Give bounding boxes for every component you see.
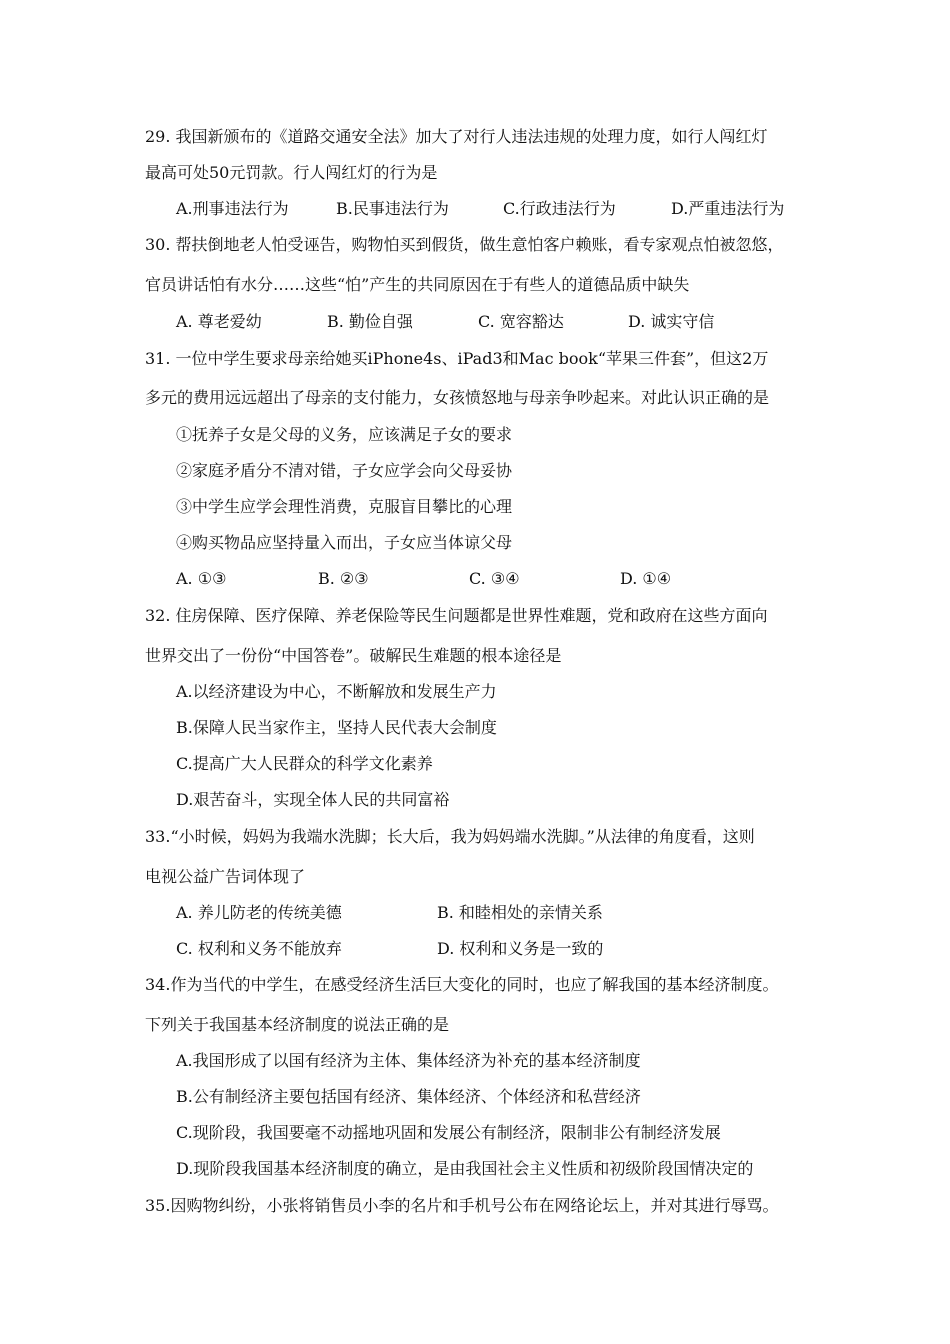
q31-statement-4: ④购买物品应坚持量入而出，子女应当体谅父母	[176, 533, 513, 552]
q31-stem-line2: 多元的费用远远超出了母亲的支付能力，女孩愤怒地与母亲争吵起来。对此认识正确的是	[145, 388, 770, 407]
q31-statement-3: ③中学生应学会理性消费，克服盲目攀比的心理	[176, 497, 513, 516]
q34-option-c: C.现阶段，我国要毫不动摇地巩固和发展公有制经济，限制非公有制经济发展	[176, 1123, 721, 1142]
q35-stem-line1: 35.因购物纠纷，小张将销售员小李的名片和手机号公布在网络论坛上，并对其进行辱骂。	[145, 1196, 779, 1215]
q29-option-b: B.民事违法行为	[336, 199, 449, 218]
q33-option-a: A. 养儿防老的传统美德	[176, 903, 342, 922]
q29-option-c: C.行政违法行为	[503, 199, 616, 218]
q30-stem-line2: 官员讲话怕有水分……这些“怕”产生的共同原因在于有些人的道德品质中缺失	[145, 275, 690, 294]
q34-option-a: A.我国形成了以国有经济为主体、集体经济为补充的基本经济制度	[176, 1051, 641, 1070]
q30-option-a: A. 尊老爱幼	[176, 312, 262, 331]
q31-statement-2: ②家庭矛盾分不清对错，子女应学会向父母妥协	[176, 461, 513, 480]
q32-stem-line1: 32. 住房保障、医疗保障、养老保险等民生问题都是世界性难题，党和政府在这些方面向	[145, 606, 768, 625]
q34-stem-line2: 下列关于我国基本经济制度的说法正确的是	[145, 1015, 450, 1034]
q34-option-b: B.公有制经济主要包括国有经济、集体经济、个体经济和私营经济	[176, 1087, 641, 1106]
q33-option-b: B. 和睦相处的亲情关系	[437, 903, 603, 922]
q29-option-a: A.刑事违法行为	[176, 199, 289, 218]
q29-option-d: D.严重违法行为	[671, 199, 785, 218]
q30-option-b: B. 勤俭自强	[327, 312, 413, 331]
q32-stem-line2: 世界交出了一份份“中国答卷”。破解民生难题的根本途径是	[145, 646, 562, 665]
q31-option-a: A. ①③	[176, 569, 227, 588]
q31-option-b: B. ②③	[318, 569, 369, 588]
q33-stem-line1: 33.“小时候，妈妈为我端水洗脚；长大后，我为妈妈端水洗脚。”从法律的角度看，这则	[145, 827, 755, 846]
q32-option-d: D.艰苦奋斗，实现全体人民的共同富裕	[176, 790, 450, 809]
q32-option-b: B.保障人民当家作主，坚持人民代表大会制度	[176, 718, 497, 737]
q30-option-d: D. 诚实守信	[628, 312, 715, 331]
q33-option-c: C. 权利和义务不能放弃	[176, 939, 342, 958]
q33-stem-line2: 电视公益广告词体现了	[145, 867, 306, 886]
q34-stem-line1: 34.作为当代的中学生，在感受经济生活巨大变化的同时，也应了解我国的基本经济制度。	[145, 975, 779, 994]
q31-option-c: C. ③④	[469, 569, 520, 588]
q31-statement-1: ①抚养子女是父母的义务，应该满足子女的要求	[176, 425, 513, 444]
q29-stem-line2: 最高可处50元罚款。行人闯红灯的行为是	[145, 163, 438, 182]
q29-stem-line1: 29. 我国新颁布的《道路交通安全法》加大了对行人违法违规的处理力度，如行人闯红灯	[145, 127, 768, 146]
q32-option-a: A.以经济建设为中心，不断解放和发展生产力	[176, 682, 497, 701]
q33-option-d: D. 权利和义务是一致的	[437, 939, 604, 958]
q31-stem-line1: 31. 一位中学生要求母亲给她买iPhone4s、iPad3和Mac book“苹果三件套”，但这2万	[145, 349, 769, 368]
q30-option-c: C. 宽容豁达	[478, 312, 564, 331]
q31-option-d: D. ①④	[620, 569, 672, 588]
q32-option-c: C.提高广大人民群众的科学文化素养	[176, 754, 433, 773]
q30-stem-line1: 30. 帮扶倒地老人怕受诬告，购物怕买到假货，做生意怕客户赖账，看专家观点怕被忽悠，	[145, 235, 784, 254]
q34-option-d: D.现阶段我国基本经济制度的确立，是由我国社会主义性质和初级阶段国情决定的	[176, 1159, 754, 1178]
